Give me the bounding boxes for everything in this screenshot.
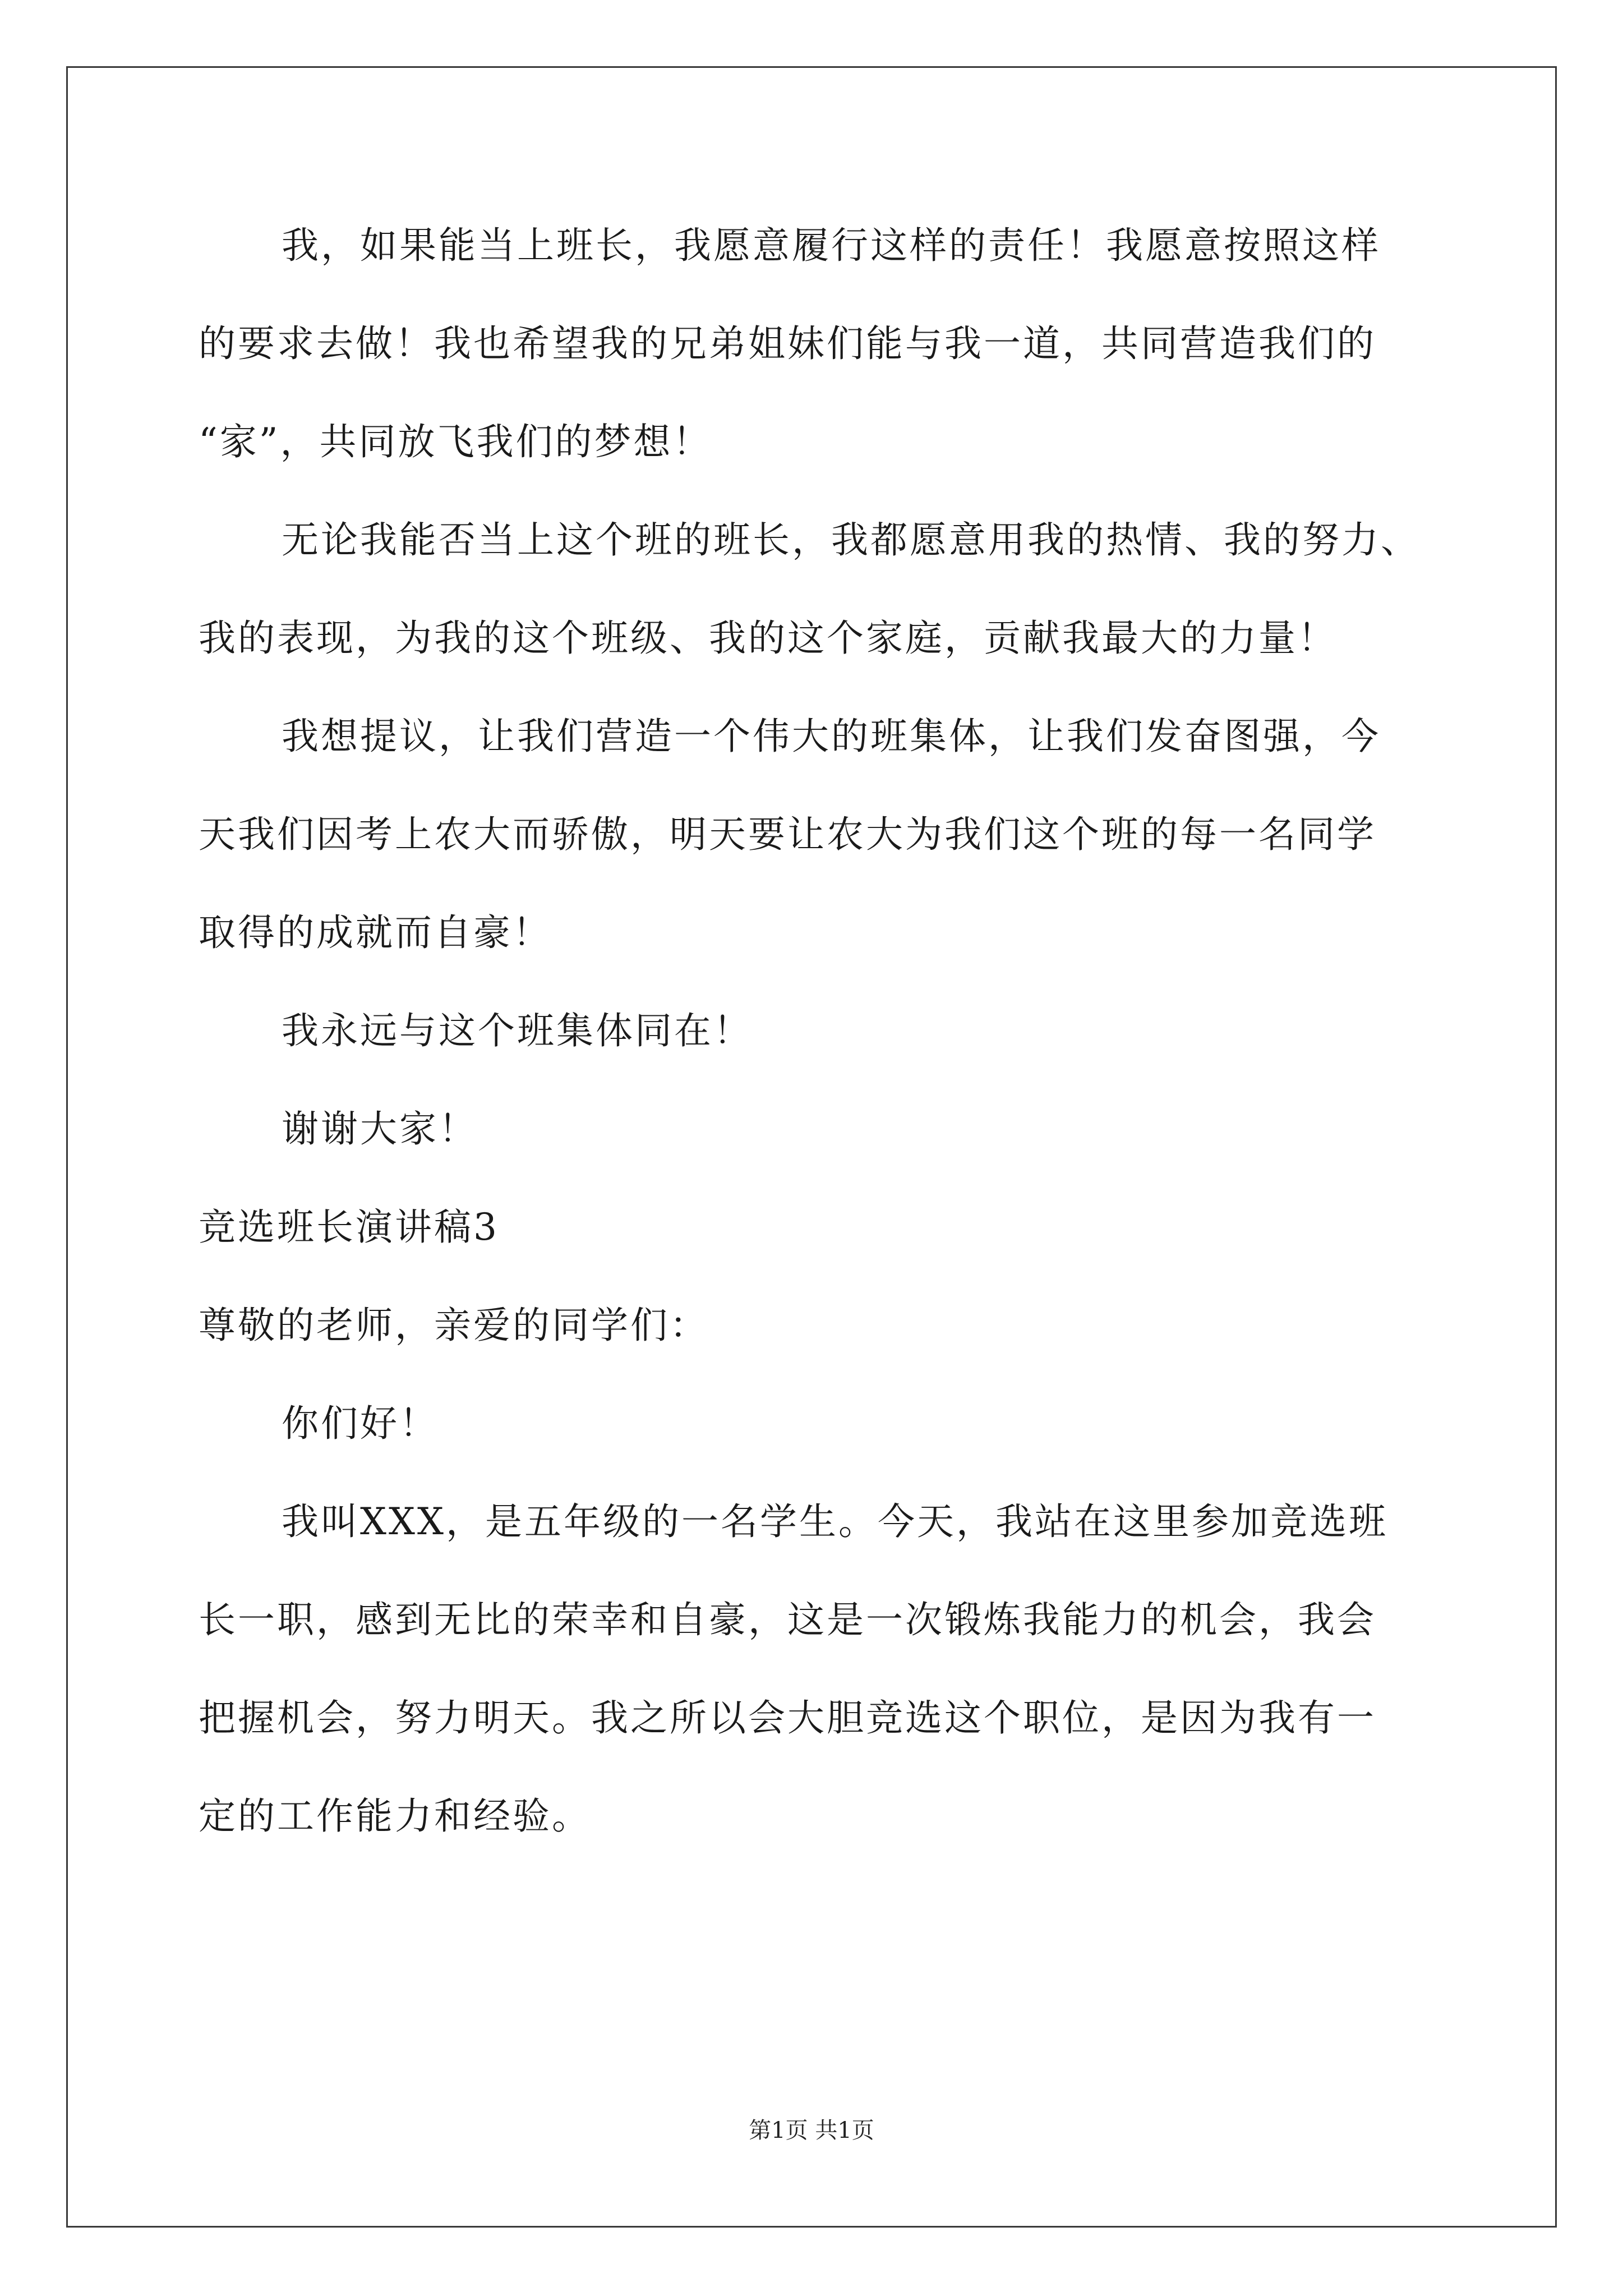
paragraph-line: 定的工作能力和经验。 [199, 1795, 591, 1838]
paragraph-line: 长一职，感到无比的荣幸和自豪，这是一次锻炼我能力的机会，我会 [199, 1598, 1376, 1641]
paragraph-line: 我叫XXX，是五年级的一名学生。今天，我站在这里参加竞选班 [282, 1500, 1388, 1543]
paragraph-line: 取得的成就而自豪！ [199, 911, 552, 954]
section-title: 竞选班长演讲稿3 [199, 1205, 499, 1249]
paragraph-line: 的要求去做！我也希望我的兄弟姐妹们能与我一道，共同营造我们的 [199, 322, 1376, 365]
paragraph-line: 我永远与这个班集体同在！ [282, 1009, 753, 1052]
page-footer: 第1页 共1页 [749, 2118, 874, 2143]
salutation: 尊敬的老师，亲爱的同学们： [199, 1304, 709, 1347]
paragraph-line: 把握机会，努力明天。我之所以会大胆竞选这个职位，是因为我有一 [199, 1696, 1376, 1740]
paragraph-line: “家”，共同放飞我们的梦想！ [199, 420, 712, 463]
paragraph-line: 无论我能否当上这个班的班长，我都愿意用我的热情、我的努力、 [282, 518, 1420, 562]
paragraph-line: 天我们因考上农大而骄傲，明天要让农大为我们这个班的每一名同学 [199, 813, 1376, 856]
paragraph-line: 我想提议，让我们营造一个伟大的班集体，让我们发奋图强，今 [282, 715, 1381, 758]
paragraph-line: 我的表现，为我的这个班级、我的这个家庭，贡献我最大的力量！ [199, 616, 1337, 660]
paragraph-line: 谢谢大家！ [282, 1107, 478, 1151]
greeting: 你们好！ [282, 1402, 439, 1445]
paragraph-line: 我，如果能当上班长，我愿意履行这样的责任！我愿意按照这样 [282, 224, 1381, 267]
